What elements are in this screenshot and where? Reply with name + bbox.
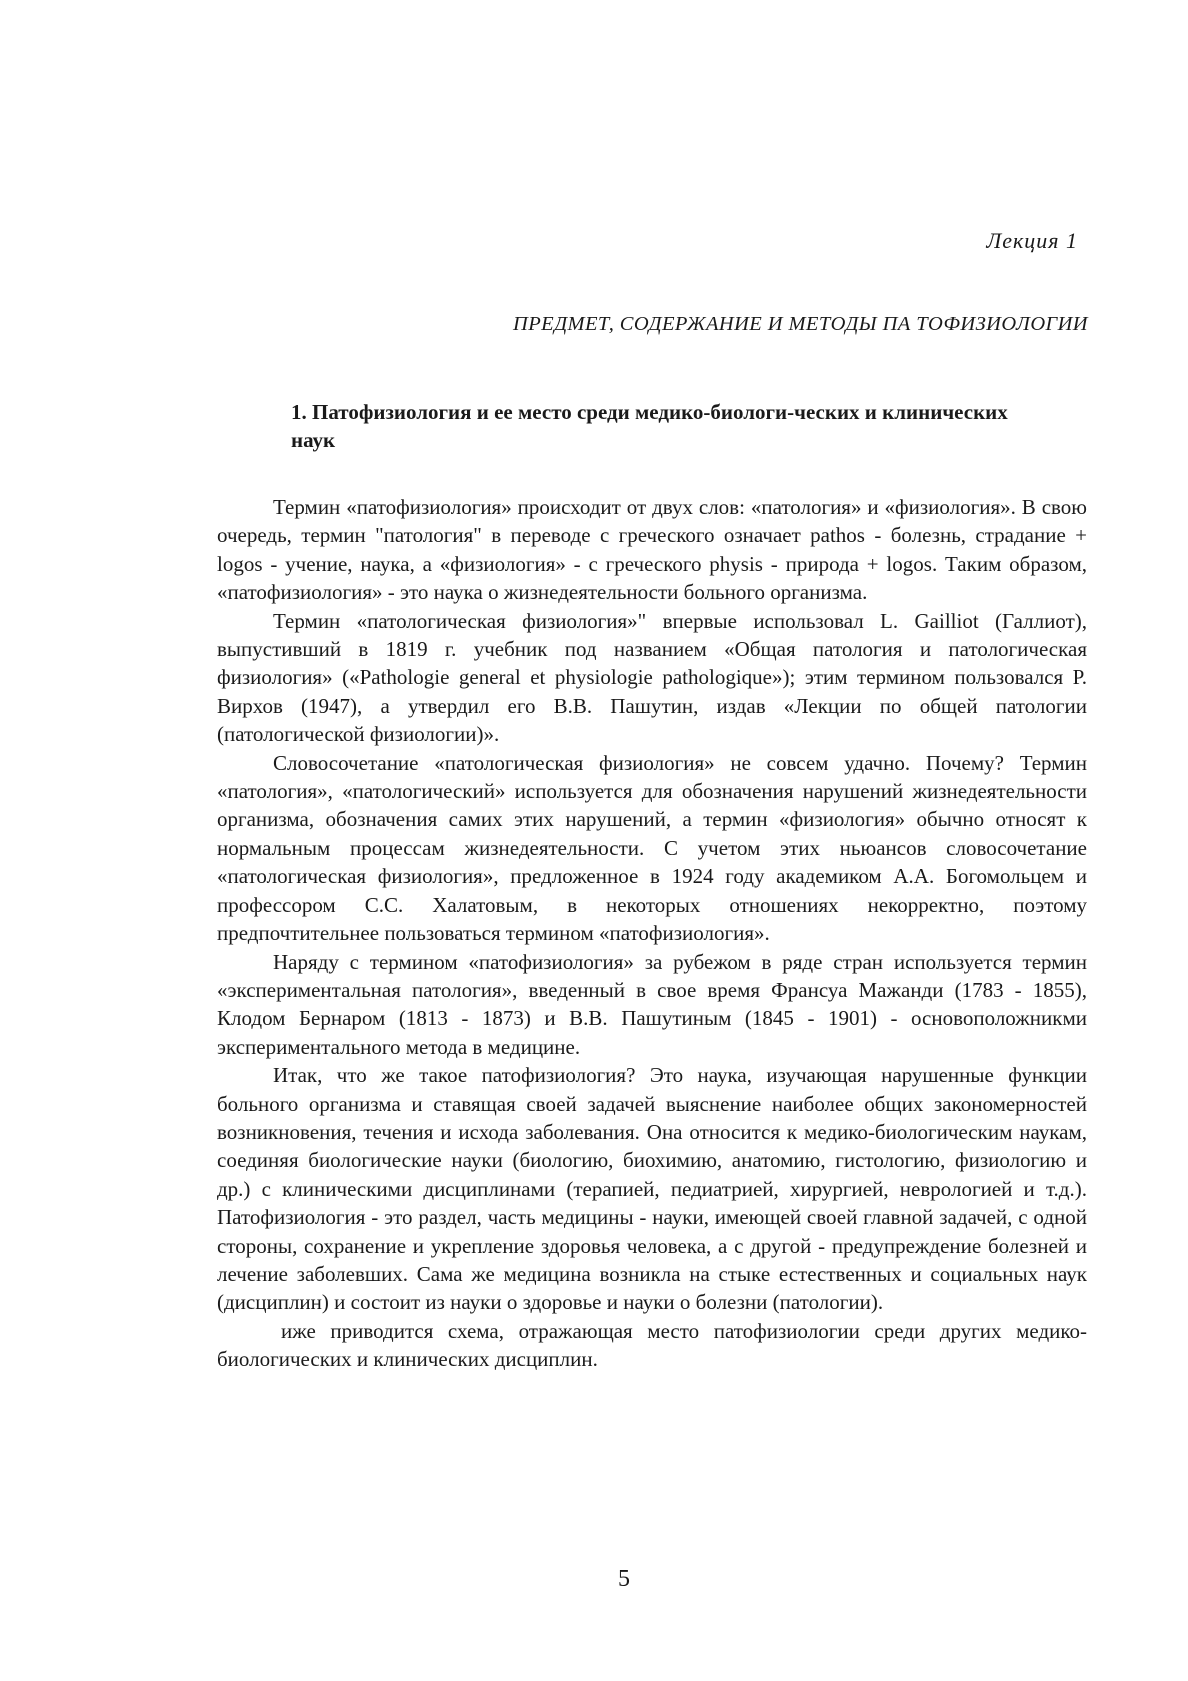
paragraph: Термин «патофизиология» происходит от двух слов: «патология» и «физиология». В свою очередь, термин "патология" в переводе с греческого означает pathos - болезнь, страдание + logos - учение, наука, а «физиология» - с греческого physis - природа + logos. Таким образом, «патофизиология» - это наука о жизнедеятельности больного организма. (217, 495, 1087, 605)
paragraph: Наряду с термином «патофизиология» за рубежом в ряде стран используется термин «экспериментальная патология», введенный в свое время Франсуа Мажанди (1783 - 1855), Клодом Бернаром (1813 - 1873) и В.В. Пашутиным (1845 - 1901) - основоположникми экспериментального метода в медицине. (217, 949, 1087, 1059)
paragraph: Итак, что же такое патофизиология? Это наука, изучающая нарушенные функции больного организма и ставящая своей задачей выяснение наиболее общих закономерностей возникновения, течения и исхода заболевания. Она относится к медико-биологическим наукам, соединяя биологические науки (биологию, биохимию, анатомию, гистологию, физиологию и др.) с клиническими дисциплинами (терапией, педиатрией, хирургией, неврологией и т.д.). Патофизиология - это раздел, часть медицины - науки, имеющей своей главной задачей, с одной стороны, сохранение и укрепление здоровья человека, а с другой - предупреждение болезней и лечение заболевших. Сама же медицина возникла на стыке естественных и социальных наук (дисциплин) и состоит из науки о здоровье и науки о болезни (патологии). (217, 1063, 1087, 1315)
body-text (217, 493, 1087, 1374)
paragraph: Термин «патологическая физиология»" впервые использовал L. Gailliot (Галлиот), выпустивший в 1819 г. учебник под названием «Общая патология и патологическая физиология» («Pathologie general et physiologie pathologique»); этим термином пользовался Р. Вирхов (1947), а утвердил его В.В. Пашутин, издав «Лекции по общей патологии (патологической физиологии)». (217, 608, 1087, 747)
section-heading: 1. Патофизиология и ее место среди медико-биологи-ческих и клинических наук (291, 400, 1008, 452)
paragraph: иже приводится схема, отражающая место патофизиологии среди других медико-биологических и клинических дисциплин. (217, 1318, 1087, 1372)
chapter-title: ПРЕДМЕТ, СОДЕРЖАНИЕ И МЕТОДЫ ПА ТОФИЗИОЛОГИИ (513, 313, 1088, 335)
lecture-label: Лекция 1 (986, 228, 1078, 253)
page-number: 5 (618, 1566, 630, 1592)
paragraph: Словосочетание «патологическая физиология» не совсем удачно. Почему? Термин «патология», «патологический» используется для обозначения нарушений жизнедеятельности организма, обозначения самих этих нарушений, а термин «физиология» обычно относят к нормальным процессам жизнедеятельности. С учетом этих ньюансов словосочетание «патологическая физиология», предложенное в 1924 году академиком А.А. Богомольцем и профессором С.С. Халатовым, в некоторых отношениях некорректно, поэтому предпочтительнее пользоваться термином «патофизиология». (217, 750, 1087, 946)
